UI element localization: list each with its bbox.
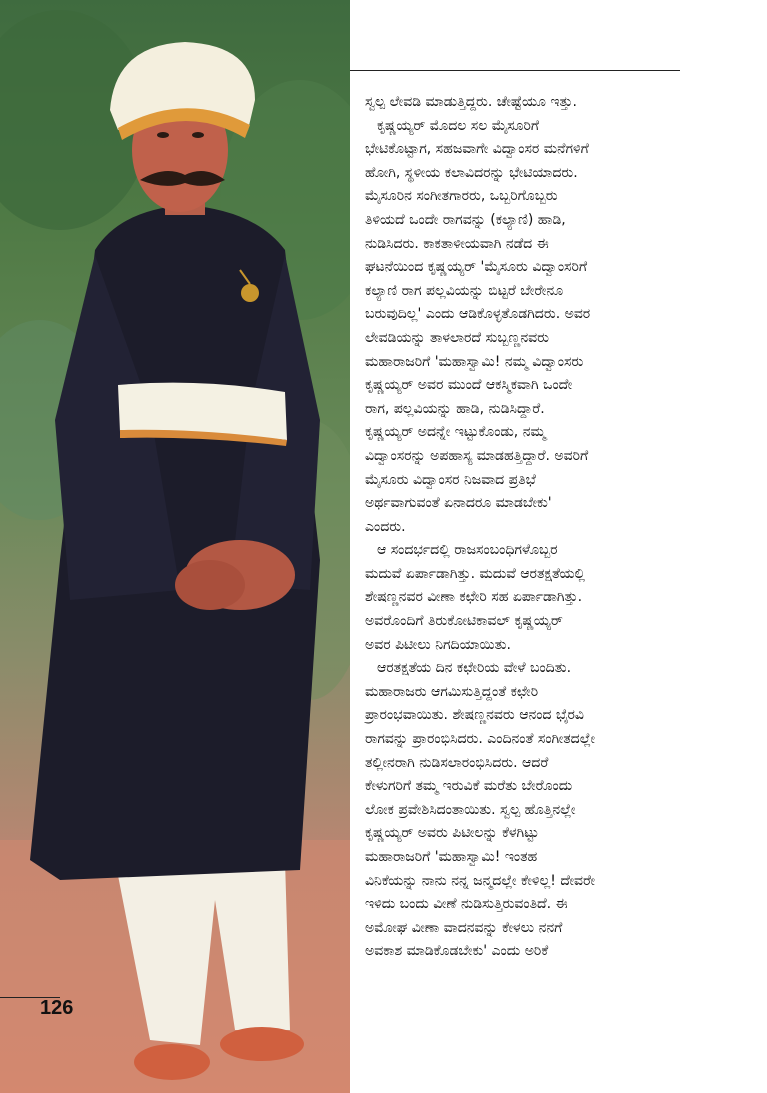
text-line: ರಾಗ, ಪಲ್ಲವಿಯನ್ನು ಹಾಡಿ, ನುಡಿಸಿದ್ದಾರೆ. [365,400,545,417]
text-line: ಲೇವಡಿಯನ್ನು ತಾಳಲಾರದೆ ಸುಬ್ಬಣ್ಣನವರು [365,329,549,346]
text-line: ಅವರ ಪಿಟೀಲು ನಿಗದಿಯಾಯಿತು. [365,636,511,653]
text-line: ಕೃಷ್ಣಯ್ಯರ್ ಅವರ ಮುಂದೆ ಆಕಸ್ಮಿಕವಾಗಿ ಒಂದೇ [365,377,573,394]
text-line: ಘಟನೆಯಿಂದ ಕೃಷ್ಣಯ್ಯರ್ 'ಮೈಸೂರು ವಿದ್ವಾಂಸರಿಗೆ [365,259,588,276]
text-line: ತಿಳಿಯದೆ ಒಂದೇ ರಾಗವನ್ನು (ಕಲ್ಯಾಣಿ) ಹಾಡಿ, [365,211,566,228]
text-line: ಕೇಳುಗರಿಗೆ ತಮ್ಮ ಇರುವಿಕೆ ಮರೆತು ಬೇರೊಂದು [365,778,573,795]
text-line: ಮಹಾರಾಜರಿಗೆ 'ಮಹಾಸ್ವಾಮಿ! ನಮ್ಮ ವಿದ್ವಾಂಸರು [365,353,584,370]
text-line: ಆರತಕ್ಷತೆಯ ದಿನ ಕಛೇರಿಯ ವೇಳೆ ಬಂದಿತು. [377,660,572,677]
text-line: ಎಂದರು. [365,518,406,535]
text-line: ಮಹಾರಾಜರು ಆಗಮಿಸುತ್ತಿದ್ದಂತೆ ಕಛೇರಿ [365,683,539,700]
text-line: ಮಹಾರಾಜರಿಗೆ 'ಮಹಾಸ್ವಾಮಿ! ಇಂತಹ [365,849,538,865]
text-line: ವಿದ್ವಾಂಸರನ್ನು ಅಪಹಾಸ್ಯ ಮಾಡಹತ್ತಿದ್ದಾರೆ. ಅವರಿಗೆ [365,447,589,464]
text-line: ಅರ್ಥವಾಗುವಂತೆ ಏನಾದರೂ ಮಾಡಬೇಕು' [365,495,552,512]
text-line: ಅವರೊಂದಿಗೆ ತಿರುಕೋಟಿಕಾವಲ್ ಕೃಷ್ಣಯ್ಯರ್ [365,613,563,630]
body-text [365,91,685,964]
text-line: ಸ್ವಲ್ಪ ಲೇವಡಿ ಮಾಡುತ್ತಿದ್ದರು. ಚೇಷ್ಟೆಯೂ ಇತ್ತು. [365,94,578,110]
header-rule [350,70,680,71]
text-line: ಮದುವೆ ಏರ್ಪಾಡಾಗಿತ್ತು. ಮದುವೆ ಆರತಕ್ಷತೆಯಲ್ಲಿ [365,565,586,582]
text-line: ಹೋಗಿ, ಸ್ಥಳೀಯ ಕಲಾವಿದರನ್ನು ಭೇಟಿಯಾದರು. [365,164,578,181]
text-line: ನುಡಿಸಿದರು. ಕಾಕತಾಳೀಯವಾಗಿ ನಡೆದ ಈ [365,235,549,252]
text-line: ಕಲ್ಯಾಣಿ ರಾಗ ಪಲ್ಲವಿಯನ್ನು ಬಿಟ್ಟರೆ ಬೇರೇನೂ [365,282,564,299]
page-number: 126 [40,997,74,1019]
text-line: ಮೈಸೂರು ವಿದ್ವಾಂಸರ ನಿಜವಾದ ಪ್ರತಿಭೆ [365,471,536,488]
text-line: ಆ ಸಂದರ್ಭದಲ್ಲಿ ರಾಜಸಂಬಂಧಿಗಳೊಬ್ಬರ [377,542,558,559]
text-line: ಅವಕಾಶ ಮಾಡಿಕೊಡಬೇಕು' ಎಂದು ಅರಿಕೆ [365,943,549,960]
text-line: ಇಳಿದು ಬಂದು ವೀಣೆ ನುಡಿಸುತ್ತಿರುವಂತಿದೆ. ಈ [365,896,568,913]
text-line: ಪ್ರಾರಂಭವಾಯಿತು. ಶೇಷಣ್ಣನವರು ಆನಂದ ಭೈರವಿ [365,707,584,724]
text-line: ಶೇಷಣ್ಣನವರ ವೀಣಾ ಕಛೇರಿ ಸಹ ಏರ್ಪಾಡಾಗಿತ್ತು. [365,589,583,606]
text-line: ಭೇಟಿಕೊಟ್ಟಾಗ, ಸಹಜವಾಗೇ ವಿದ್ವಾಂಸರ ಮನೆಗಳಿಗೆ [365,141,589,158]
text-line: ರಾಗವನ್ನು ಪ್ರಾರಂಭಿಸಿದರು. ಎಂದಿನಂತೆ ಸಂಗೀತದಲ್ಲೇ [365,731,596,748]
portrait-illustration [0,0,350,1093]
text-line: ಬರುವುದಿಲ್ಲ' ಎಂದು ಆಡಿಕೊಳ್ಳತೊಡಗಿದರು. ಅವರ [365,306,591,323]
text-line: ಮೈಸೂರಿನ ಸಂಗೀತಗಾರರು, ಒಬ್ಬರಿಗೊಬ್ಬರು [365,188,558,205]
text-line: ಲೋಕ ಪ್ರವೇಶಿಸಿದಂತಾಯಿತು. ಸ್ವಲ್ಪ ಹೊತ್ತಿನಲ್ಲೇ [365,801,576,818]
portrait-photo [0,0,350,1093]
text-line: ಕೃಷ್ಣಯ್ಯರ್ ಮೊದಲ ಸಲ ಮೈಸೂರಿಗೆ [377,117,539,134]
text-line: ಅಮೋಘ ವೀಣಾ ವಾದನವನ್ನು ಕೇಳಲು ನನಗೆ [365,919,563,936]
text-line: ವಿನಿಕೆಯನ್ನು ನಾನು ನನ್ನ ಜನ್ಮದಲ್ಲೇ ಕೇಳಿಲ್ಲ! ದೇವರೇ [365,872,595,889]
text-line: ಕೃಷ್ಣಯ್ಯರ್ ಅವರು ಪಿಟೀಲನ್ನು ಕೆಳಗಿಟ್ಟು [365,825,539,842]
text-line: ಕೃಷ್ಣಯ್ಯರ್ ಅದನ್ನೇ ಇಟ್ಟುಕೊಂಡು, ನಮ್ಮ [365,424,546,441]
text-line: ತಲ್ಲೀನರಾಗಿ ನುಡಿಸಲಾರಂಭಿಸಿದರು. ಆದರೆ [365,754,549,771]
